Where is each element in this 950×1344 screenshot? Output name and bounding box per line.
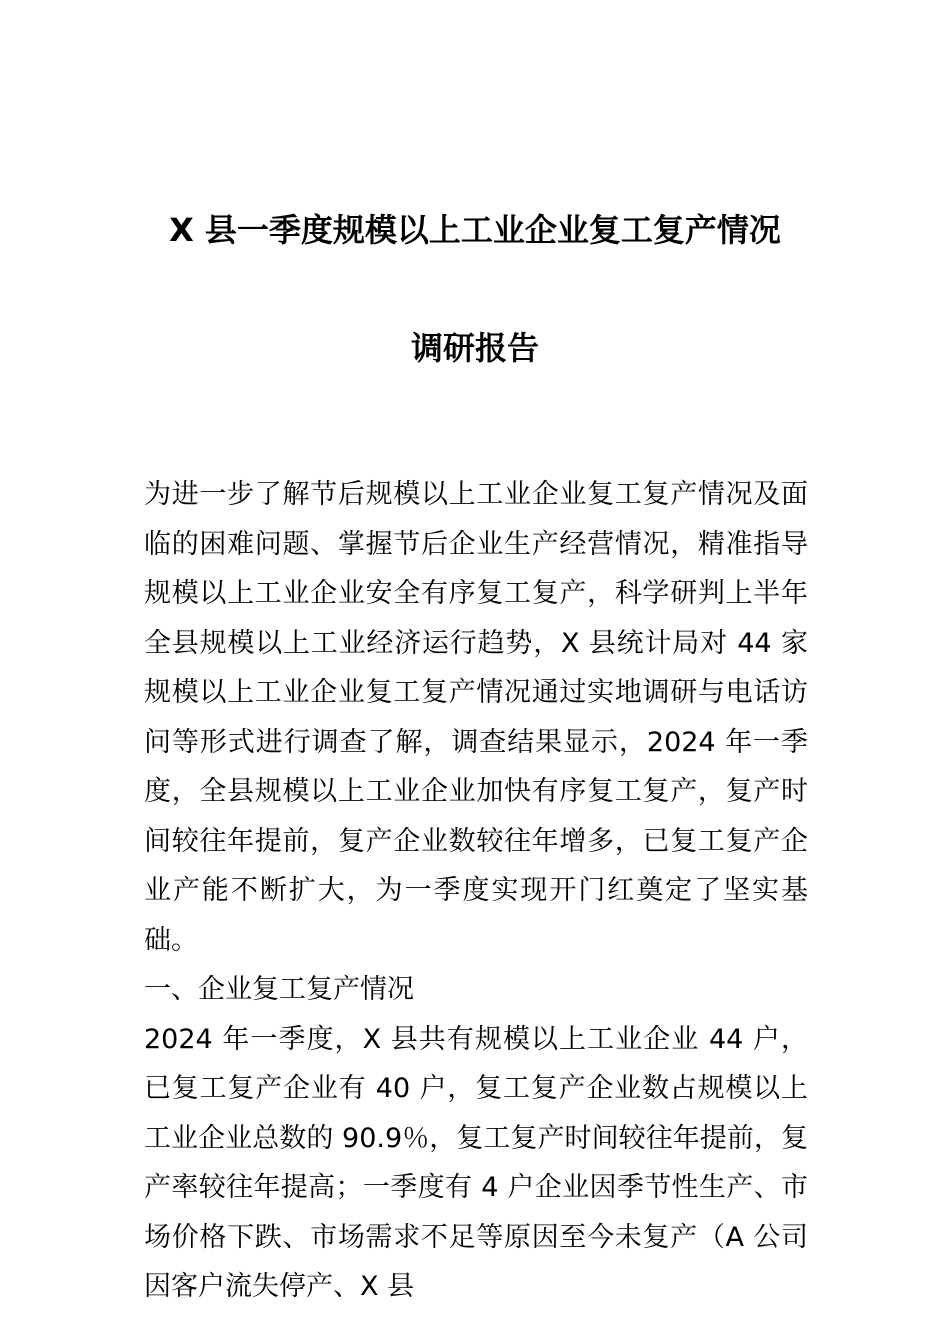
document-title-line-2: 调研报告 [410, 329, 539, 367]
section-heading: 一、企业复工复产情况 [144, 974, 414, 1005]
section-paragraph: 2024 年一季度，X 县共有规模以上工业企业 44 户，已复工复产企业有 40 户，复工复产企业数占规模以上工业企业总数的 90.9％，复工复产时间较往年提前，复产率较往年提高；一季度有 4 户企业因季节性生产、市场价格下跌、市场需求不足等原因至今未复产（A 公司因客户流失停产、X 县 [144, 1023, 808, 1302]
intro-paragraph: 为进一步了解节后规模以上工业企业复工复产情况及面临的困难问题、掌握节后企业生产经营情况，精准指导规模以上工业企业安全有序复工复产，科学研判上半年全县规模以上工业经济运行趋势，X 县统计局对 44 家规模以上工业企业复工复产情况通过实地调研与电话访问等形式进行调查了解，调查结果显示，2024 年一季度，全县规模以上工业企业加快有序复工复产，复产时间较往年提前，复产企业数较往年增多，已复工复产企业产能不断扩大，为一季度实现开门红奠定了坚实基础。 [144, 479, 808, 956]
document-title-line-1: X 县一季度规模以上工业企业复工复产情况 [169, 211, 781, 249]
document-body [144, 470, 808, 1312]
